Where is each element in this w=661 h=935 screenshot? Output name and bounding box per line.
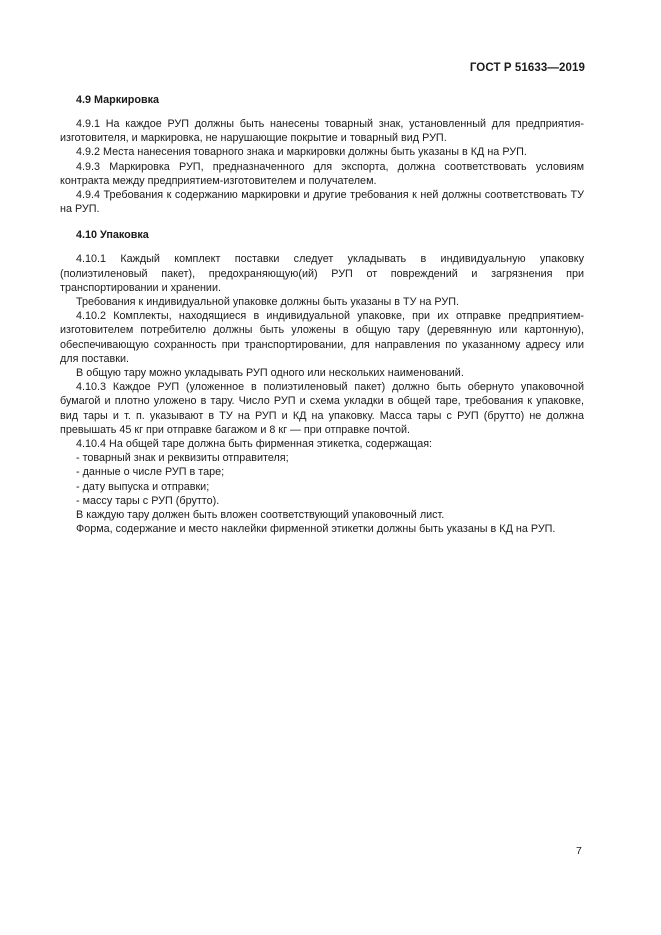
paragraph-4-10-3: 4.10.3 Каждое РУП (уложенное в полиэтиленовый пакет) должно быть обернуто упаковочной бумагой и плотно уложено в тару. Число РУП и схема укладки в общей таре, требования к упаковке, вид тары и т. п. указывают в ТУ на РУП и КД на упаковку. Масса тары с РУП (брутто) не должна превышать 45 кг при отправке багажом и 8 кг — при отправке почтой. <box>60 381 584 436</box>
page-number: 7 <box>576 845 582 857</box>
paragraph-4-10-1: 4.10.1 Каждый комплект поставки следует укладывать в индивидуальную упаковку (полиэтиленовый пакет), предохраняющую(ий) РУП от повреждений и загрязнения при транспортировании и хранении. <box>60 253 584 294</box>
paragraph-4-10-2: 4.10.2 Комплекты, находящиеся в индивидуальной упаковке, при их отправке предприятием-изготовителем потребителю должны быть уложены в общую тару (деревянную или картонную), обеспечивающую сохранность при транспортировании, для направления по указанному адресу или для поставки. <box>60 310 584 365</box>
paragraph-4-9-3: 4.9.3 Маркировка РУП, предназначенного для экспорта, должна соответствовать условиям контракта между предприятием-изготовителем и получателем. <box>60 160 584 187</box>
paragraph-4-10-4: 4.10.4 На общей таре должна быть фирменная этикетка, содержащая: <box>76 438 433 451</box>
paragraph-common-container: В общую тару можно укладывать РУП одного или нескольких наименований. <box>76 367 464 380</box>
paragraph-4-9-1: 4.9.1 На каждое РУП должны быть нанесены товарный знак, установленный для предприятия-изготовителя, и маркировка, не нарушающие покрытие и товарный вид РУП. <box>60 118 584 145</box>
section-heading-marking: 4.9 Маркировка <box>76 94 160 106</box>
page-content <box>60 93 584 536</box>
standard-code: ГОСТ Р 51633—2019 <box>469 62 585 74</box>
paragraph-individual-packaging: Требования к индивидуальной упаковке должны быть указаны в ТУ на РУП. <box>76 296 460 309</box>
paragraph-packing-list: В каждую тару должен быть вложен соответствующий упаковочный лист. <box>76 509 445 522</box>
paragraph-4-9-2: 4.9.2 Места нанесения товарного знака и маркировки должны быть указаны в КД на РУП. <box>76 146 527 159</box>
list-item-dates: - дату выпуска и отправки; <box>76 480 210 493</box>
list-item-quantity: - данные о числе РУП в таре; <box>76 466 225 479</box>
list-item-trademark: - товарный знак и реквизиты отправителя; <box>76 452 289 465</box>
list-item-mass: - массу тары с РУП (брутто). <box>76 494 220 507</box>
paragraph-label-form: Форма, содержание и место наклейки фирменной этикетки должны быть указаны в КД на РУП. <box>76 523 556 536</box>
paragraph-4-9-4: 4.9.4 Требования к содержанию маркировки и другие требования к ней должны соответствовать ТУ на РУП. <box>60 189 584 216</box>
section-heading-packaging: 4.10 Упаковка <box>76 229 149 242</box>
